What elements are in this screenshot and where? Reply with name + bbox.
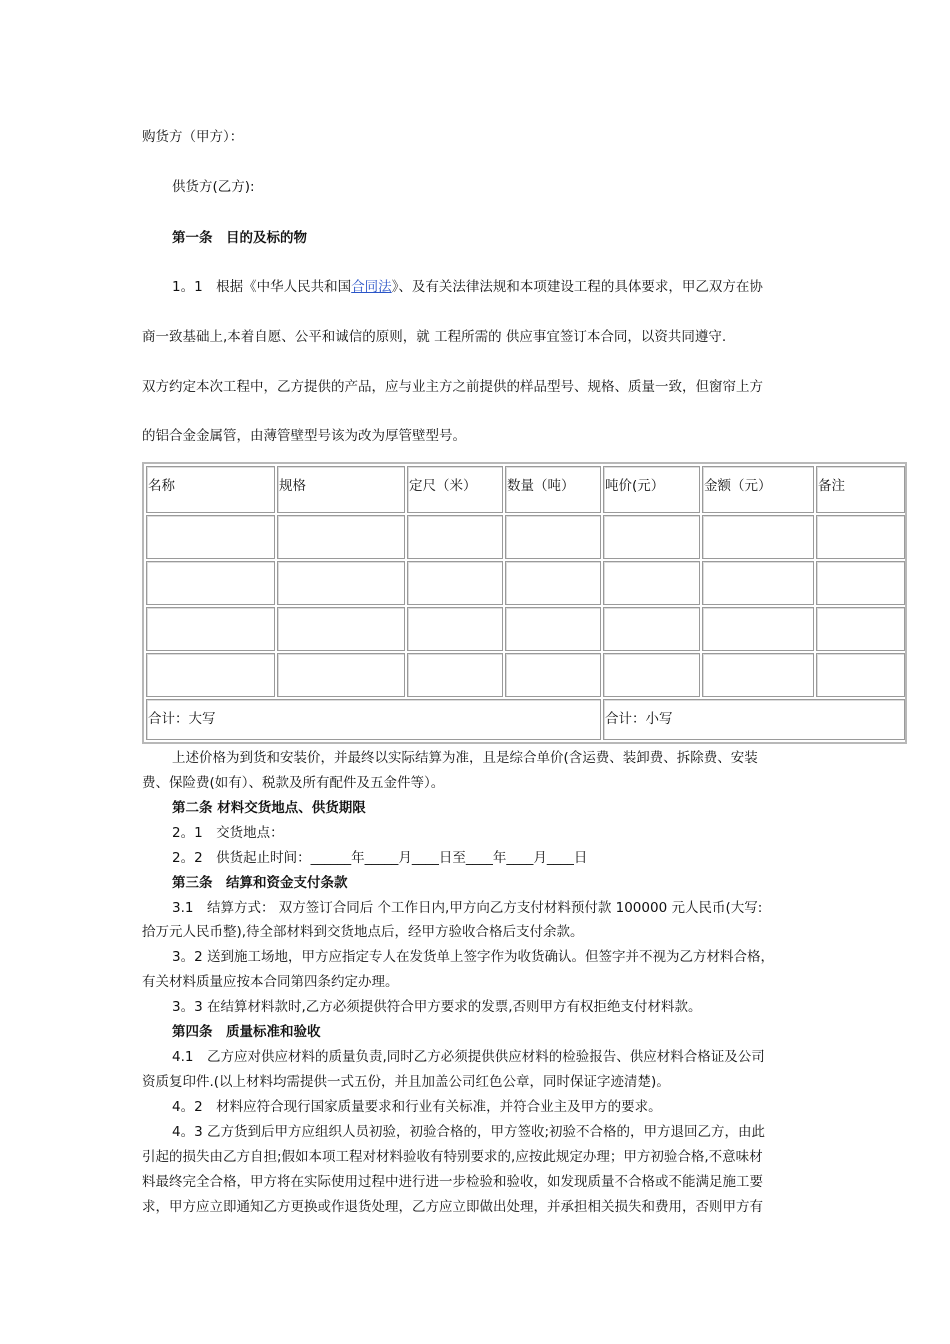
supplier-line: 供货方(乙方): xyxy=(172,179,255,195)
article-3-2-line-2: 有关材料质量应按本合同第四条约定办理。 xyxy=(142,974,399,990)
table-cell[interactable] xyxy=(407,515,503,559)
table-cell[interactable] xyxy=(816,607,905,651)
contract-law-link[interactable]: 合同法 xyxy=(351,279,392,295)
article-1-1-suffix: 》、及有关法律法规和本项建设工程的具体要求，甲乙双方在协 xyxy=(391,279,763,295)
header-cell-unit-price: 吨价(元） xyxy=(603,466,700,513)
header-cell-name: 名称 xyxy=(146,466,275,513)
article-4-3-line-1: 4。3 乙方货到后甲方应组织人员初验，初验合格的，甲方签收;初验不合格的，甲方退回乙方，由此 xyxy=(172,1124,766,1140)
price-note-line-2: 费、保险费(如有）、税款及所有配件及五金件等）。 xyxy=(142,775,445,791)
table-cell[interactable] xyxy=(277,561,405,605)
article-1-1-line-2: 商一致基础上,本着自愿、公平和诚信的原则，就 工程所需的 供应事宜签订本合同，以资共同遵守. xyxy=(142,329,727,345)
table-cell[interactable] xyxy=(146,561,275,605)
article-1-1-line-3: 双方约定本次工程中，乙方提供的产品，应与业主方之前提供的样品型号、规格、质量一致，但窗帘上方 xyxy=(142,379,763,395)
article-4-2: 4。2 材料应符合现行国家质量要求和行业有关标准，并符合业主及甲方的要求。 xyxy=(172,1099,662,1115)
table-cell[interactable] xyxy=(816,561,905,605)
article-3-3: 3。3 在结算材料款时,乙方必须提供符合甲方要求的发票,否则甲方有权拒绝支付材料款。 xyxy=(172,999,702,1015)
table-cell[interactable] xyxy=(816,515,905,559)
table-cell[interactable] xyxy=(702,653,814,697)
header-cell-remark: 备注 xyxy=(816,466,905,513)
header-cell-length: 定尺（米） xyxy=(407,466,503,513)
table-cell[interactable] xyxy=(277,607,405,651)
article-4-1-line-2: 资质复印件.(以上材料均需提供一式五份，并且加盖公司红色公章，同时保证字迹清楚)。 xyxy=(142,1074,670,1090)
article-4-3-line-2: 引起的损失由乙方自担;假如本项工程对材料验收有特别要求的,应按此规定办理；甲方初验合格,不意味材 xyxy=(142,1149,763,1165)
article-2-1: 2。1 交货地点： xyxy=(172,825,284,841)
article-4-3-line-3: 料最终完全合格，甲方将在实际使用过程中进行进一步检验和验收，如发现质量不合格或不能满足施工要 xyxy=(142,1174,763,1190)
total-uppercase-cell: 合计：大写 xyxy=(146,699,601,740)
buyer-line: 购货方（甲方）： xyxy=(142,129,244,145)
table-cell[interactable] xyxy=(407,653,503,697)
article-2-2: 2。2 供货起止时间：______年_____月____日至____年____月____日 xyxy=(172,850,588,866)
table-cell[interactable] xyxy=(603,515,700,559)
header-cell-quantity: 数量（吨） xyxy=(505,466,601,513)
price-note-line-1: 上述价格为到货和安装价，并最终以实际结算为准，且是综合单价(含运费、装卸费、拆除费、安装 xyxy=(172,750,758,766)
table-cell[interactable] xyxy=(146,515,275,559)
table-cell[interactable] xyxy=(505,607,601,651)
table-cell[interactable] xyxy=(505,653,601,697)
table-cell[interactable] xyxy=(277,653,405,697)
article-3-1-line-1: 3.1 结算方式： 双方签订合同后 个工作日内,甲方向乙方支付材料预付款 100000 元人民币(大写: xyxy=(172,900,763,916)
table-cell[interactable] xyxy=(702,515,814,559)
table-cell[interactable] xyxy=(407,607,503,651)
article-3-2-line-1: 3。2 送到施工场地，甲方应指定专人在发货单上签字作为收货确认。但签字并不视为乙方材料合格， xyxy=(172,949,774,965)
article-1-1-line-1 xyxy=(172,277,763,297)
article-4-3-line-4: 求，甲方应立即通知乙方更换或作退货处理，乙方应立即做出处理，并承担相关损失和费用，否则甲方有 xyxy=(142,1199,763,1215)
article-4-title: 第四条 质量标准和验收 xyxy=(172,1024,321,1040)
table-cell[interactable] xyxy=(603,653,700,697)
table-cell[interactable] xyxy=(505,515,601,559)
table-cell[interactable] xyxy=(407,561,503,605)
header-cell-amount: 金额（元） xyxy=(702,466,814,513)
table-cell[interactable] xyxy=(603,607,700,651)
article-4-1-line-1: 4.1 乙方应对供应材料的质量负责,同时乙方必须提供供应材料的检验报告、供应材料合格证及公司 xyxy=(172,1049,765,1065)
table-cell[interactable] xyxy=(277,515,405,559)
table-cell[interactable] xyxy=(603,561,700,605)
table-cell[interactable] xyxy=(816,653,905,697)
article-1-1-prefix: 1。1 根据《中华人民共和国 xyxy=(172,279,352,295)
article-1-1-line-4: 的铝合金金属管，由薄管壁型号该为改为厚管壁型号。 xyxy=(142,428,466,444)
table-cell[interactable] xyxy=(702,561,814,605)
article-3-1-line-2: 拾万元人民币整),待全部材料到交货地点后，经甲方验收合格后支付余款。 xyxy=(142,924,584,940)
header-cell-spec: 规格 xyxy=(277,466,405,513)
table-cell[interactable] xyxy=(146,653,275,697)
table-cell[interactable] xyxy=(146,607,275,651)
table-cell[interactable] xyxy=(702,607,814,651)
table-cell[interactable] xyxy=(505,561,601,605)
article-3-title: 第三条 结算和资金支付条款 xyxy=(172,875,348,891)
article-2-title: 第二条 材料交货地点、供货期限 xyxy=(172,800,366,816)
materials-table xyxy=(142,462,907,744)
article-1-title: 第一条 目的及标的物 xyxy=(172,230,307,246)
total-lowercase-cell: 合计：小写 xyxy=(603,699,905,740)
